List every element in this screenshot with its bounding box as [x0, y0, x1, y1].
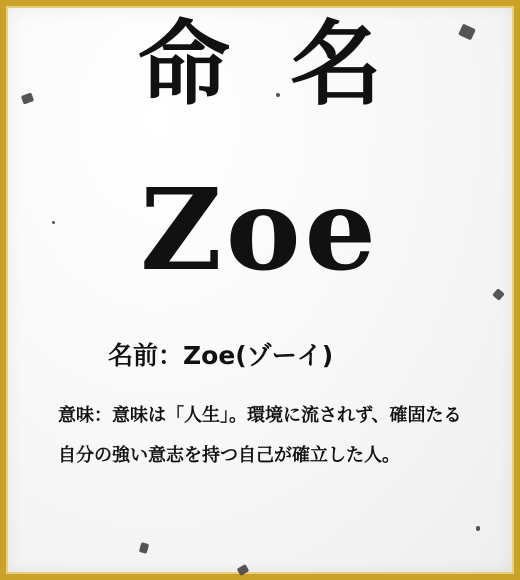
name-value: Zoe(ゾーイ) [183, 341, 334, 370]
gold-flake [476, 526, 480, 531]
page-title: 命名 [137, 10, 442, 118]
gold-flake [492, 288, 505, 301]
meaning-text [58, 396, 478, 476]
gold-flake [237, 564, 250, 576]
calligraphy-name: Zoe [140, 165, 380, 296]
name-label: 名前： [108, 341, 184, 370]
meaning-body: 意味は「人生」。環境に流されず、確固たる自分の強い意志を持つ自己が確立した人。 [58, 405, 462, 466]
gold-flake [139, 542, 149, 554]
meaning-label: 意味： [58, 405, 112, 426]
name-line [108, 336, 333, 372]
